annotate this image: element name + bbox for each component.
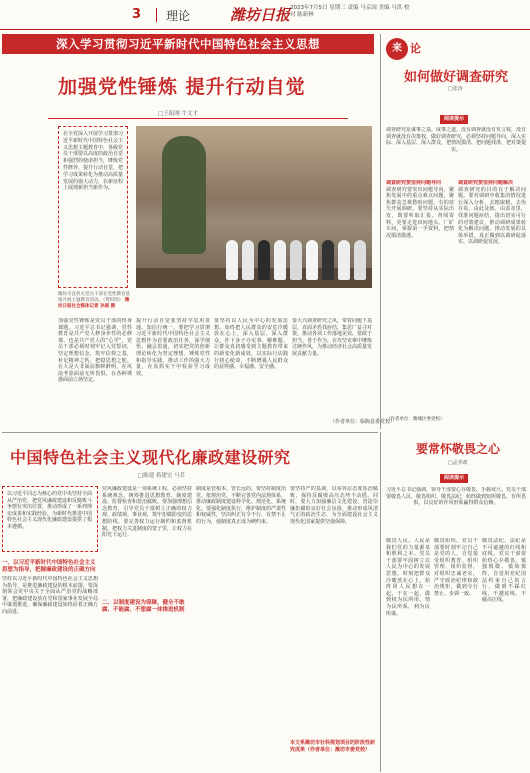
photo-floor [136, 268, 372, 288]
sidebar-article2-title: 要常怀敬畏之心 [416, 442, 501, 456]
masthead-divider [156, 8, 157, 22]
article1-paragraph: 要坚持以人民为中心的发展思想，始终把人民群众的安危冷暖放在心上，深入基层、深入群众，扑下身子办实事、解难题，让群众真切感受到主题教育带来的新变化新成效，以实际行动践行初心使命，不断增强人民群众的获得感、幸福感、安全感。 [214, 318, 288, 371]
photo-person [290, 240, 302, 280]
sidebar-paragraph: 调查研究的目的在于解决问题。要对调研中收集的情况进行深入分析，去粗取精、去伪存真、由此及彼、由表及里，找准问题症结，提出切实可行的对策建议，推动调研成果转化为解决问题、推动发展的具体举措，真正做到以调研促落实、以调研促发展。 [458, 186, 526, 246]
article2-abstract: 以习近平同志为核心的党中央坚持全面从严治党，把党风廉政建设和反腐败斗争摆在突出位置，推动形成了一系列理论成果和实践经验，为新时代推进中国特色社会主义现代化廉政建设提供了根本遵循。 [2, 486, 98, 552]
article2-subheading: 二、以制度建设为保障，健全不敢腐、不能腐、不想腐一体推进机制 [102, 600, 192, 614]
photo-statue [162, 136, 206, 254]
sidebar-paragraph: 敬畏法纪。法纪是不可逾越的红线和底线。党员干部要始终心存敬畏，慎独慎微、慎始慎终，自觉用党纪国法约束自己的言行，做到不踩红线、不越底线、不碰高压线。 [482, 538, 526, 604]
headline-rule [48, 118, 348, 119]
photo-person [338, 240, 350, 280]
article2-subheading: 一、以习近平新时代中国特色社会主义思想为指导，把握廉政建设的正确方向 [2, 560, 96, 573]
newspaper-logo: 潍坊日报 [230, 6, 291, 24]
sidebar-paragraph: 调查研究要突出问题导向，聚焦发展中的重点难点问题，聚焦群众急难愁盼问题，有的放矢开展调研。要坚持从实际出发，既要听取汇报、查阅资料，更要走进田间地头、厂矿车间，掌握第一手资料，把情况摸清摸透。 [386, 186, 454, 239]
reading-tip-label: 阅读提示 [440, 474, 468, 483]
photo-caption-text: 潍坊市直机关党员干部在党性教育基地开展主题教育活动。（资料图） [58, 292, 130, 303]
sidebar-subheading: 调查研究要坚持问题解决 [458, 180, 514, 186]
photo-person [274, 240, 286, 280]
article1-paragraph: 要大兴调查研究之风，带着问题下基层，直面矛盾找症结，集思广益寻对策，推动各项工作落地见效。要敢于担当、善于作为，在攻坚克难中锤炼过硬作风，为推动经济社会高质量发展贡献力量。 [292, 318, 372, 357]
column-divider [380, 34, 381, 429]
photo-caption [58, 292, 132, 310]
article1-paragraph: 加强党性锤炼是党员干部的终身课题。习近平总书记强调，党性教育是共产党人修身养性的必修课，也是共产党人的“心学”。党员干部必须时刻牢记入党誓词，坚定理想信念，筑牢信仰之基，补足精神之钙，把稳思想之舵，在大是大非面前旗帜鲜明，在风浪考验面前无所畏惧，在各种诱惑面前立场坚定。 [58, 318, 132, 384]
page-number: 3 [132, 7, 142, 22]
photo-person [322, 240, 334, 280]
column-badge: 来 [386, 38, 408, 60]
article1-author-note: （作者单位：临朐县委党校） [330, 419, 396, 425]
section-label: 理论 [166, 9, 191, 23]
sidebar-article2-byline: □孟养政 [448, 460, 468, 466]
article2-paragraph: 坚持以习近平新时代中国特色社会主义思想为指导，是推进廉政建设的根本前提。要深刻领会党中央关于全面从严治党的战略部署，把廉政建设放在党和国家事业发展全局中谋划推进，确保廉政建设始终沿着正确方向前进。 [2, 576, 98, 615]
article2-note: 本文系潍坊市社科规划项目的阶段性研究成果（作者单位：潍坊市委党校） [290, 740, 378, 753]
photo-person [258, 240, 270, 280]
article2-paragraph: 制度是管根本、管长远的。要坚持制度治党、依规治党，不断完善党内法规体系，推动廉政制度建设科学化、规范化、系统化。要强化制度执行，维护制度的严肃性和权威性，坚决纠正有令不行、有禁不止的行为，使制度真正成为硬约束。 [196, 486, 286, 525]
reading-tip-label: 阅读提示 [440, 115, 468, 124]
sidebar-article2-abstract: 习近平总书记强调，领导干部要心存敬畏、手握戒尺。党员干部要敬畏人民、敬畏组织、敬畏法纪，始终做到知所敬畏、有所畏惧，以良好的作风形象赢得群众信赖。 [386, 487, 526, 506]
photo-person [354, 240, 366, 280]
article1-paragraph: 提升行动自觉要坚持学思用贯通、知信行统一。要把学习贯彻习近平新时代中国特色社会主义思想作为首要政治任务，深学细悟、融会贯通，切实把党的创新理论转化为坚定理想、锤炼党性和指导实践、推动工作的强大力量，在真抓实干中检验学习成效。 [136, 318, 210, 377]
article2-headline: 中国特色社会主义现代化廉政建设研究 [10, 448, 291, 467]
article2-byline: □陈建 蒋建宏 马茗 [138, 473, 186, 479]
photo-person [226, 240, 238, 280]
sidebar-article1-abstract: 调查研究是谋事之基、成事之道。没有调查就没有发言权，没有调查就没有决策权。做好调查研究，必须坚持问题导向，深入实际、深入基层、深入群众，把情况摸清、把问题找准、把对策提实。 [386, 127, 526, 153]
column-badge-word: 论 [410, 42, 421, 55]
article2-paragraph: 要坚持严的基调，以零容忍态度惩治腐败，保持反腐败高压态势不动摇。同时，要大力加强廉洁文化建设，营造崇廉拒腐的良好社会氛围，推动形成风清气正的政治生态，为全面建设社会主义现代化国家提供坚强保障。 [290, 486, 378, 525]
article2-paragraph: 党风廉政建设是一项系统工程，必须坚持系统观念，统筹推进思想教育、制度建设、监督检查和惩治腐败。要加强理想信念教育，引导党员干部树立正确的权力观、政绩观、事业观，筑牢拒腐防变的思想防线。要完善权力运行制约和监督机制，把权力关进制度的笼子里，让权力在阳光下运行。 [102, 486, 192, 539]
photo-person [306, 240, 318, 280]
sidebar-paragraph: 敬畏人民。人民是我们党的力量源泉和胜利之本。党员干部要牢固树立以人民为中心的发展思想，时刻把群众冷暖放在心上，始终同人民想在一起、干在一起，做到权为民所用、情为民所系、利为民所谋。 [386, 538, 430, 617]
article1-abstract: 在全党深入开展学习贯彻习近平新时代中国特色社会主义思想主题教育中，各级党员干部要以高度的政治自觉和强烈的使命担当，锤炼党性修养，提升行动自觉，把学习成果转化为推动高质量发展的强大动力，在新征程上展现新担当新作为。 [58, 126, 128, 288]
sidebar-article1-column [458, 180, 526, 412]
column-divider [380, 432, 381, 772]
news-photo [136, 126, 372, 288]
date-line: 2023年7月5日 星期三 责编 马京国 美编 马洪 校对 陈新林 [290, 5, 410, 18]
sidebar-subheading: 调查研究要坚持问题导向 [386, 180, 442, 186]
sidebar-article1-byline: □张涛 [448, 86, 463, 92]
article1-byline: □王振刚 牛文才 [158, 111, 198, 117]
photo-person [242, 240, 254, 280]
sidebar-paragraph: 敬畏组织。党员干部要时刻牢记自己是党的人，自觉接受组织教育、组织管理、组织监督，对组织忠诚老实，严守政治纪律和政治规矩，做到令行禁止、步调一致。 [434, 538, 478, 597]
section-rule [2, 432, 378, 433]
photo-credit: 潍坊日报社全媒体记者 孙斌 摄 [58, 298, 130, 309]
sidebar-article1-author-note: （作者单位：潍城区委党校） [386, 417, 445, 422]
sidebar-article1-title: 如何做好调查研究 [404, 70, 509, 85]
article1-headline: 加强党性锤炼 提升行动自觉 [58, 76, 306, 98]
theme-banner: 深入学习贯彻习近平新时代中国特色社会主义思想 [2, 34, 374, 54]
sidebar-article1-column [386, 180, 454, 412]
